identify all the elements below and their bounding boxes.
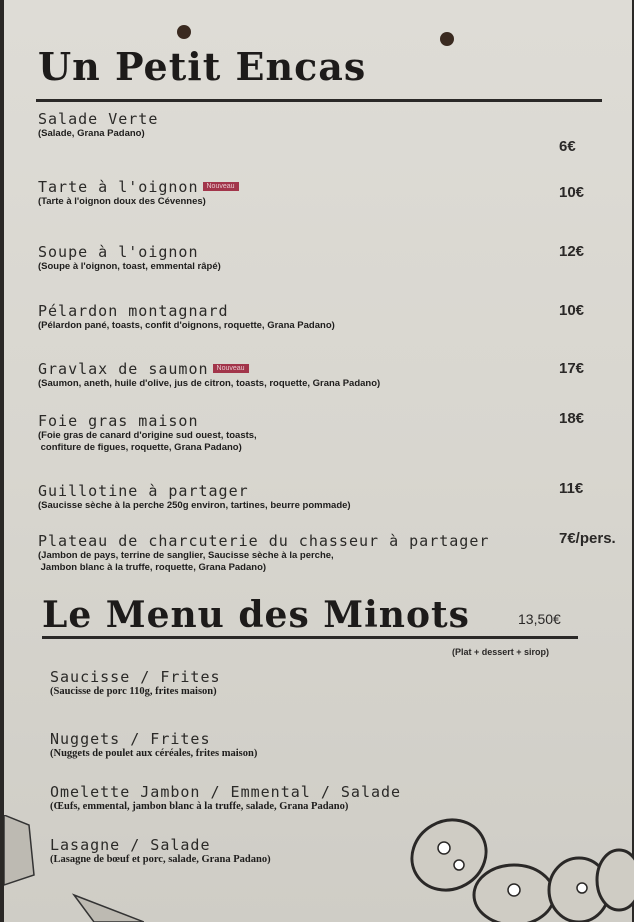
new-badge: Nouveau [213,364,249,373]
menu-item [38,532,489,574]
item-name [38,243,221,261]
item-price: 7€/pers. [559,530,616,547]
item-price: 6€ [559,138,576,155]
item-description: (Œufs, emmental, jambon blanc à la truffe, salade, Grana Padano) [50,801,349,812]
item-name-text: Guillotine à partager [38,482,249,500]
item-name-text: Pélardon montagnard [38,302,229,320]
item-name [38,532,489,550]
item-description: (Salade, Grana Padano) [38,128,145,139]
item-description: (Lasagne de bœuf et porc, salade, Grana Padano) [50,854,271,865]
punch-hole [440,32,454,46]
item-price: 12€ [559,243,585,260]
menu-item [38,243,221,273]
section-title-encas: Un Petit Encas [38,44,367,89]
item-description: (Jambon de pays, terrine de sanglier, Saucisse sèche à la perche, [38,550,334,561]
menu-item [38,110,158,140]
item-description: (Pélardon pané, toasts, confit d'oignons, roquette, Grana Padano) [38,320,335,331]
item-name [38,178,239,196]
divider [42,636,578,639]
item-name-text: Soupe à l'oignon [38,243,199,261]
divider [36,99,602,102]
menu-item [38,482,351,512]
item-name [38,302,335,320]
knife-illustration-icon [4,815,144,922]
item-name [38,360,380,378]
item-description: (Foie gras de canard d'origine sud ouest, toasts, [38,430,257,441]
item-description: (Nuggets de poulet aux céréales, frites maison) [50,748,258,759]
item-price: 10€ [559,302,585,319]
item-description: (Saumon, aneth, huile d'olive, jus de citron, toasts, roquette, Grana Padano) [38,378,381,389]
item-name-text: Foie gras maison [38,412,199,430]
item-name-text: Omelette Jambon / Emmental / Salade [50,783,402,801]
item-price: 10€ [559,184,585,201]
sausage-illustration-icon [404,810,634,922]
item-name [50,783,401,801]
item-name-text: Saucisse / Frites [50,668,221,686]
section-title-minots: Le Menu des Minots [42,594,470,636]
item-name-text: Tarte à l'oignon [38,178,199,196]
punch-hole [177,25,191,39]
item-name-text: Nuggets / Frites [50,730,211,748]
item-description: (Tarte à l'oignon doux des Cévennes) [38,196,206,207]
menu-item [38,412,257,454]
item-price: 18€ [559,410,585,427]
item-description: confiture de figues, roquette, Grana Padano) [38,442,242,453]
menu-item [50,730,257,760]
menu-page [4,0,632,922]
item-name [38,482,351,500]
item-name-text: Plateau de charcuterie du chasseur à partager [38,532,490,550]
item-name [50,730,257,748]
item-name [38,412,257,430]
item-name [38,110,158,128]
item-description: (Soupe à l'oignon, toast, emmental râpé) [38,261,221,272]
item-name-text: Salade Verte [38,110,159,128]
menu-item [50,783,401,813]
item-description: (Saucisse de porc 110g, frites maison) [50,686,217,697]
item-price: 17€ [559,360,585,377]
menu-item [38,178,239,208]
item-name-text: Lasagne / Salade [50,836,211,854]
item-description: Jambon blanc à la truffe, roquette, Grana Padano) [38,562,267,573]
menu-item [50,668,221,698]
new-badge: Nouveau [203,182,239,191]
menu-item [38,360,380,390]
item-name [50,668,221,686]
item-price: 11€ [559,480,584,497]
item-name-text: Gravlax de saumon [38,360,209,378]
menu-price: 13,50€ [518,611,561,627]
menu-subtitle: (Plat + dessert + sirop) [452,647,550,657]
menu-item [38,302,335,332]
item-description: (Saucisse sèche à la perche 250g environ, tartines, beurre pommade) [38,500,351,511]
